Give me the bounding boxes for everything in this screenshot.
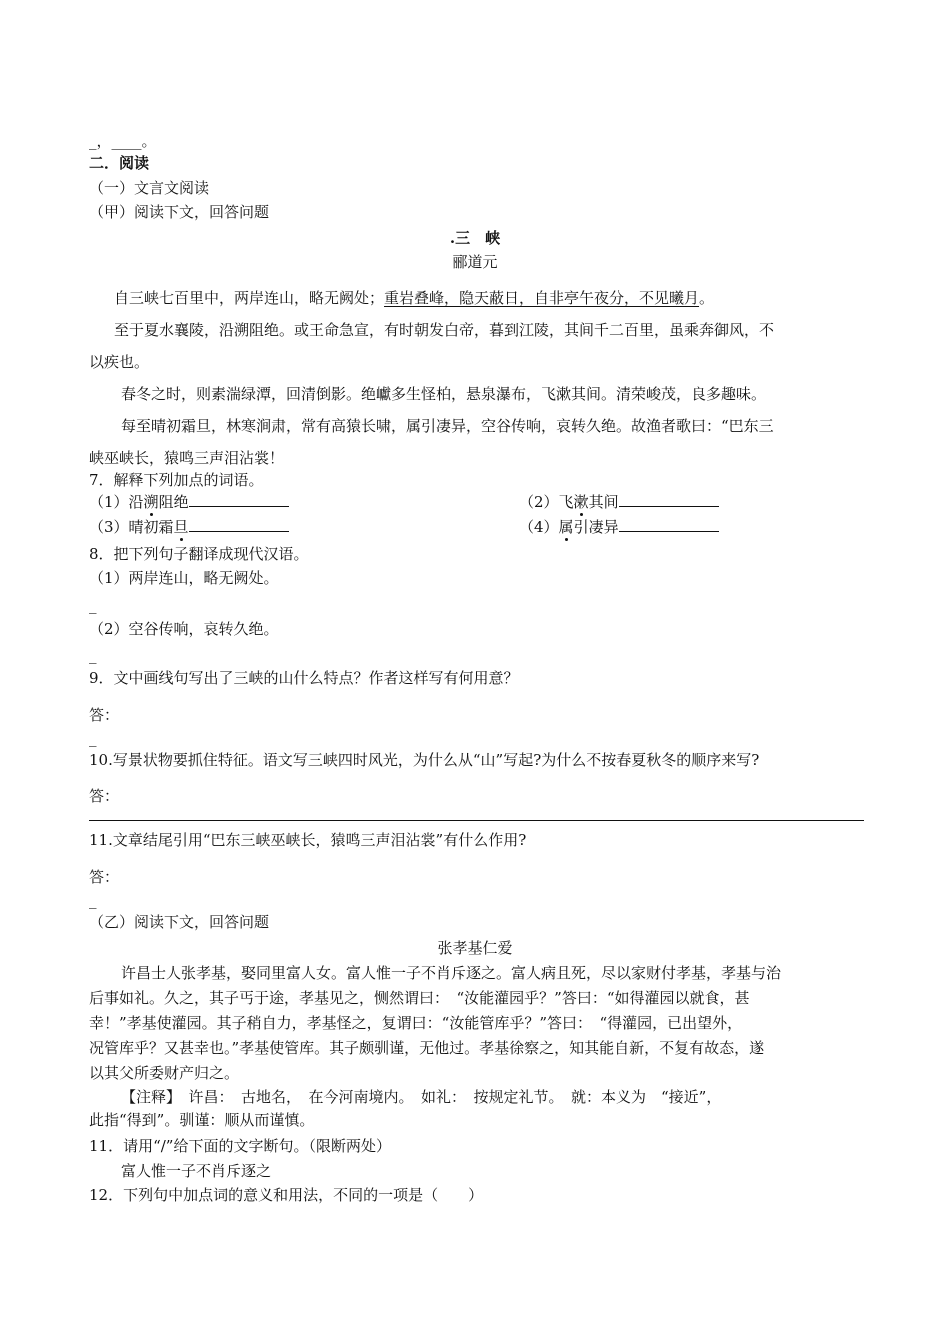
text2-line-3: 幸！”孝基使灌园。其子稍自力，孝基怪之，复谓曰：“汝能管库乎？”答曰： “得灌园，已出望外，: [89, 1014, 743, 1032]
q8-sentence-1: （1）两岸连山，略无阙处。: [89, 569, 279, 587]
text1-title: .三 峡: [449, 229, 501, 247]
answer-dash: _: [89, 646, 97, 664]
text1-paragraph-2: 至于夏水襄陵，沿溯阻绝。或王命急宣，有时朝发白帝，暮到江陵，其间千二百里，虽乘奔御风，不: [114, 321, 775, 339]
dotted-char: 旦: [173, 518, 189, 536]
answer-blank[interactable]: [619, 492, 719, 507]
text2-title: 张孝基仁爱: [437, 939, 513, 957]
text1-paragraph-2-cont: 以疾也。: [89, 353, 150, 371]
text2-line-4: 况管库乎？又甚幸也。”孝基使管库。其子颇驯谨，无他过。孝基徐察之，知其能自新，不复有故态，遂: [89, 1039, 765, 1057]
section-title: 二．阅读: [89, 154, 150, 172]
answer-label: 答：: [89, 787, 120, 805]
text1-paragraph-1: 自三峡七百里中，两岸连山，略无阙处；重岩叠峰，隐天蔽日，自非亭午夜分，不见曦月。: [114, 289, 715, 307]
answer-blank[interactable]: [189, 517, 289, 532]
part-b-title: （乙）阅读下文，回答问题: [89, 913, 270, 931]
dotted-char: 属: [558, 518, 574, 536]
dotted-char: 漱: [573, 493, 589, 511]
q7-item-3: （3）晴初霜旦: [89, 517, 289, 537]
answer-dash: _: [89, 891, 97, 909]
part-a-title: （甲）阅读下文，回答问题: [89, 203, 270, 221]
top-fragment: _，____。: [89, 132, 157, 150]
answer-line[interactable]: [89, 820, 864, 821]
text2-line-5: 以其父所委财产归之。: [89, 1064, 240, 1082]
q12-prompt: 12．下列句中加点词的意义和用法，不同的一项是（ ）: [89, 1186, 484, 1204]
q8-sentence-2: （2）空谷传响，哀转久绝。: [89, 620, 279, 638]
answer-dash: _: [89, 596, 97, 614]
text2-note-line-2: 此指“得到”。驯谨：顺从而谨慎。: [89, 1111, 315, 1129]
q7-prompt: 7．解释下列加点的词语。: [89, 471, 264, 489]
dotted-char: 溯: [143, 493, 159, 511]
answer-blank[interactable]: [619, 517, 719, 532]
q7-item-1: （1）沿溯阻绝: [89, 492, 289, 512]
answer-blank[interactable]: [189, 492, 289, 507]
p1-text: 自三峡七百里中，两岸连山，略无阙处；: [114, 289, 385, 307]
q11b-prompt: 11．请用“/”给下面的文字断句。（限断两处）: [89, 1137, 391, 1155]
text1-paragraph-4: 每至晴初霜旦，林寒涧肃，常有高猿长啸，属引凄异，空谷传响，哀转久绝。故渔者歌曰：“巴东三: [121, 417, 774, 435]
q11a-prompt: 11.文章结尾引用“巴东三峡巫峡长，猿鸣三声泪沾裳”有什么作用?: [89, 831, 527, 849]
answer-label: 答：: [89, 706, 120, 724]
text2-line-2: 后事如礼。久之，其子丐于途，孝基见之，恻然谓曰： “汝能灌园乎？”答曰：“如得灌园以就食，甚: [89, 989, 750, 1007]
text1-author: 郦道元: [452, 253, 498, 271]
q10-prompt: 10.写景状物要抓住特征。语文写三峡四时风光，为什么从“山”写起?为什么不按春夏秋冬的顺序来写?: [89, 751, 760, 769]
q9-prompt: 9．文中画线句写出了三峡的山什么特点？作者这样写有何用意？: [89, 669, 519, 687]
text1-paragraph-3: 春冬之时，则素湍绿潭，回清倒影。绝巘多生怪柏，悬泉瀑布，飞漱其间。清荣峻茂，良多趣味。: [121, 385, 767, 403]
q7-item-4: （4）属引凄异: [519, 517, 719, 537]
q11b-text: 富人惟一子不肖斥逐之: [121, 1162, 272, 1180]
answer-label: 答：: [89, 868, 120, 886]
text1-paragraph-4-cont: 峡巫峡长，猿鸣三声泪沾裳！: [89, 449, 285, 467]
underlined-sentence: 重岩叠峰，隐天蔽日，自非亭午夜分，不见曦月: [384, 289, 700, 307]
text2-line-1: 许昌士人张孝基，娶同里富人女。富人惟一子不肖斥逐之。富人病且死，尽以家财付孝基，孝基与治: [121, 964, 782, 982]
q7-item-2: （2）飞漱其间: [519, 492, 719, 512]
text2-note-line-1: 【注释】 许昌： 古地名， 在今河南境内。 如礼： 按规定礼节。 就：本义为 “接近”，: [121, 1088, 722, 1106]
answer-dash: _: [89, 729, 97, 747]
q8-prompt: 8．把下列句子翻译成现代汉语。: [89, 545, 309, 563]
subsection-title: （一）文言文阅读: [89, 179, 210, 197]
